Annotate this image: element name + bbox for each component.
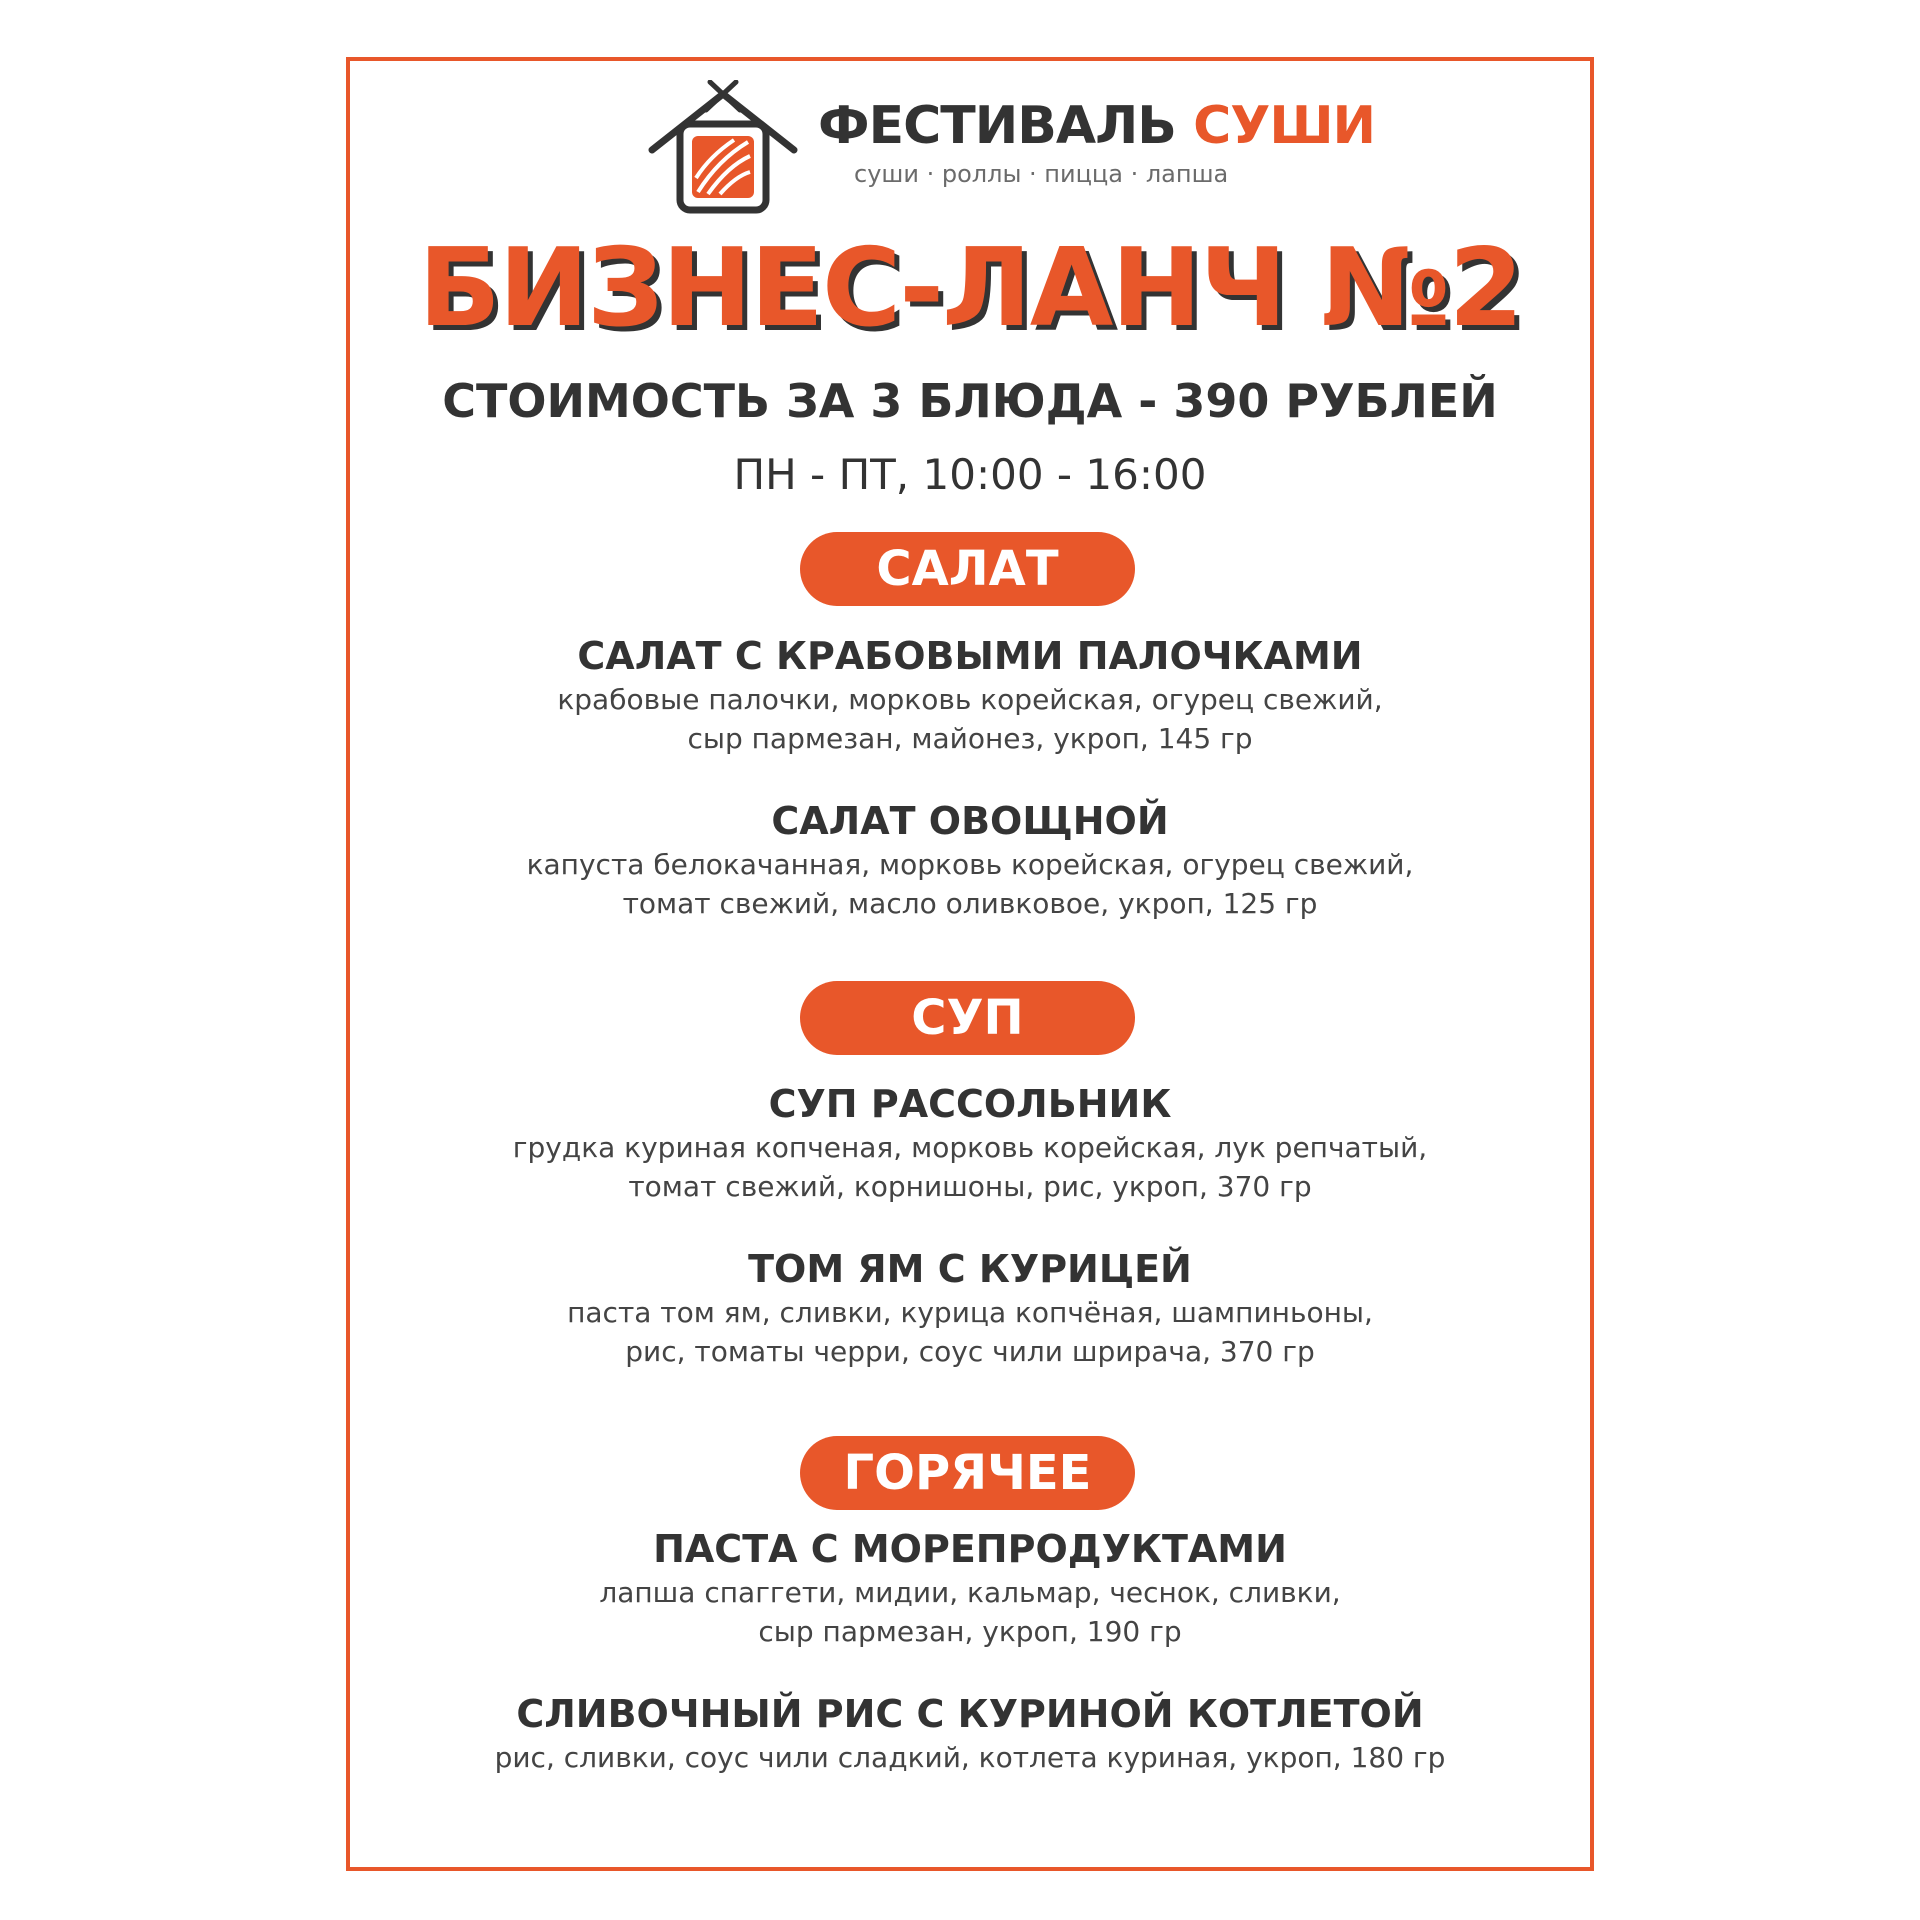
dish-description — [346, 1128, 1594, 1206]
dish-description — [346, 1293, 1594, 1371]
dish-name: САЛАТ ОВОЩНОЙ — [771, 799, 1169, 843]
brand-name-part1: ФЕСТИВАЛЬ — [818, 96, 1176, 156]
dish-item — [346, 1690, 1594, 1777]
dish-description-line: рис, томаты черри, соус чили шрирача, 370 гр — [625, 1335, 1315, 1368]
section-badge-hot: ГОРЯЧЕЕ — [800, 1436, 1135, 1510]
dish-name: САЛАТ С КРАБОВЫМИ ПАЛОЧКАМИ — [577, 634, 1363, 678]
dish-name: СУП РАССОЛЬНИК — [768, 1082, 1172, 1126]
section-badge-soup: СУП — [800, 981, 1135, 1055]
dish-description-line: паста том ям, сливки, курица копчёная, шампиньоны, — [567, 1296, 1373, 1329]
dish-description-line: сыр пармезан, укроп, 190 гр — [758, 1615, 1182, 1648]
dish-description-line: томат свежий, масло оливковое, укроп, 125 гр — [622, 887, 1318, 920]
dish-item — [346, 1080, 1594, 1206]
hours-line: ПН - ПТ, 10:00 - 16:00 — [733, 450, 1207, 499]
sushi-house-icon — [648, 80, 798, 215]
brand-tagline: суши · роллы · пицца · лапша — [854, 160, 1229, 188]
dish-item — [346, 632, 1594, 758]
dish-item — [346, 1525, 1594, 1651]
dish-description — [346, 680, 1594, 758]
dish-description-line: капуста белокачанная, морковь корейская, огурец свежий, — [526, 848, 1414, 881]
dish-name: ПАСТА С МОРЕПРОДУКТАМИ — [653, 1527, 1287, 1571]
brand-name-part2: СУШИ — [1193, 96, 1376, 156]
price-line: СТОИМОСТЬ ЗА 3 БЛЮДА - 390 РУБЛЕЙ — [442, 374, 1498, 428]
menu-headline: БИЗНЕС-ЛАНЧ №2 — [418, 226, 1522, 351]
dish-description-line: крабовые палочки, морковь корейская, огурец свежий, — [557, 683, 1383, 716]
dish-name: СЛИВОЧНЫЙ РИС С КУРИНОЙ КОТЛЕТОЙ — [516, 1692, 1424, 1736]
dish-name: ТОМ ЯМ С КУРИЦЕЙ — [748, 1247, 1192, 1291]
brand-logo — [648, 80, 1376, 215]
dish-item — [346, 1245, 1594, 1371]
dish-description-line: томат свежий, корнишоны, рис, укроп, 370 гр — [628, 1170, 1312, 1203]
dish-description — [346, 845, 1594, 923]
dish-description — [346, 1573, 1594, 1651]
dish-description-line: рис, сливки, соус чили сладкий, котлета куриная, укроп, 180 гр — [494, 1741, 1446, 1774]
dish-item — [346, 797, 1594, 923]
brand-name — [818, 96, 1376, 156]
section-badge-salad: САЛАТ — [800, 532, 1135, 606]
dish-description — [346, 1738, 1594, 1777]
dish-description-line: грудка куриная копченая, морковь корейская, лук репчатый, — [512, 1131, 1428, 1164]
dish-description-line: сыр пармезан, майонез, укроп, 145 гр — [687, 722, 1253, 755]
dish-description-line: лапша спаггети, мидии, кальмар, чеснок, сливки, — [599, 1576, 1341, 1609]
